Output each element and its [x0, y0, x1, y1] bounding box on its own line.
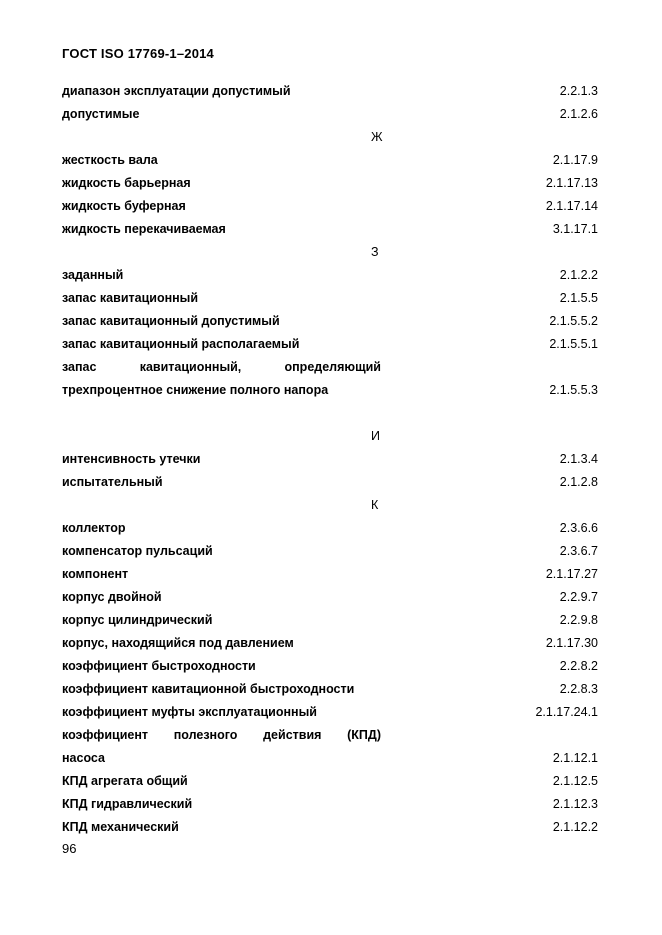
index-entry [62, 746, 600, 769]
entry-number: 2.1.17.14 [545, 198, 598, 213]
index-entry [62, 332, 600, 355]
index-entry [62, 539, 600, 562]
entry-term: трехпроцентное снижение полного напора [62, 382, 329, 397]
entry-term: КПД механический [62, 819, 179, 834]
document-header: ГОСТ ISO 17769-1–2014 [62, 46, 214, 61]
entry-term: КПД гидравлический [62, 796, 193, 811]
entry-term: коллектор [62, 520, 126, 535]
entry-number: 2.1.17.9 [552, 152, 598, 167]
entry-word: запас [62, 359, 97, 374]
term-index [62, 79, 600, 838]
index-entry [62, 700, 600, 723]
entry-number: 2.2.9.7 [559, 589, 598, 604]
section-letter: Ж [371, 129, 383, 144]
entry-term: КПД агрегата общий [62, 773, 188, 788]
entry-number: 2.1.17.24.1 [535, 704, 598, 719]
entry-number: 2.1.17.27 [545, 566, 598, 581]
section-letter: К [371, 497, 379, 512]
entry-number: 2.1.12.1 [552, 750, 598, 765]
index-entry [62, 102, 600, 125]
entry-term: запас кавитационный располагаемый [62, 336, 300, 351]
entry-term: жидкость перекачиваемая [62, 221, 226, 236]
section-letter: З [371, 244, 379, 259]
entry-term-justified [62, 360, 381, 374]
entry-term: жидкость барьерная [62, 175, 191, 190]
entry-term: корпус, находящийся под давлением [62, 635, 294, 650]
entry-term: компонент [62, 566, 129, 581]
entry-number: 2.2.8.3 [559, 681, 598, 696]
entry-number: 2.3.6.7 [559, 543, 598, 558]
entry-word: (КПД) [347, 727, 381, 742]
entry-number: 2.1.5.5.1 [549, 336, 598, 351]
index-entry [62, 447, 600, 470]
index-entry [62, 516, 600, 539]
entry-word: кавитационный, [139, 359, 242, 374]
index-entry-continued [62, 723, 600, 746]
index-entry [62, 585, 600, 608]
entry-number: 2.1.2.2 [559, 267, 598, 282]
index-entry [62, 677, 600, 700]
entry-word: полезного [173, 727, 238, 742]
index-entry [62, 171, 600, 194]
entry-number: 2.1.17.30 [545, 635, 598, 650]
entry-number: 2.2.1.3 [559, 83, 598, 98]
entry-number: 3.1.17.1 [552, 221, 598, 236]
index-entry [62, 631, 600, 654]
entry-term: допустимые [62, 106, 140, 121]
entry-number: 2.1.12.5 [552, 773, 598, 788]
entry-term: запас кавитационный [62, 290, 199, 305]
index-entry [62, 79, 600, 102]
index-entry [62, 654, 600, 677]
entry-number: 2.1.3.4 [559, 451, 598, 466]
entry-term: насоса [62, 750, 105, 765]
entry-term: корпус цилиндрический [62, 612, 213, 627]
page-number: 96 [62, 841, 77, 856]
entry-number: 2.1.12.2 [552, 819, 598, 834]
index-entry [62, 470, 600, 493]
index-entry [62, 608, 600, 631]
entry-word: определяющий [284, 359, 381, 374]
entry-number: 2.2.8.2 [559, 658, 598, 673]
index-entry [62, 194, 600, 217]
index-entry [62, 217, 600, 240]
spacer [62, 401, 600, 424]
index-entry [62, 769, 600, 792]
entry-term: компенсатор пульсаций [62, 543, 213, 558]
index-entry [62, 309, 600, 332]
entry-number: 2.1.2.6 [559, 106, 598, 121]
entry-number: 2.3.6.6 [559, 520, 598, 535]
entry-number: 2.1.2.8 [559, 474, 598, 489]
index-entry [62, 815, 600, 838]
entry-term: коэффициент быстроходности [62, 658, 256, 673]
entry-term: диапазон эксплуатации допустимый [62, 83, 291, 98]
entry-term: корпус двойной [62, 589, 162, 604]
entry-term: интенсивность утечки [62, 451, 201, 466]
entry-number: 2.2.9.8 [559, 612, 598, 627]
entry-term: испытательный [62, 474, 163, 489]
entry-number: 2.1.17.13 [545, 175, 598, 190]
entry-number: 2.1.5.5 [559, 290, 598, 305]
entry-term-justified [62, 728, 381, 742]
entry-term: заданный [62, 267, 124, 282]
index-entry [62, 378, 600, 401]
entry-term: коэффициент кавитационной быстроходности [62, 681, 355, 696]
entry-word: действия [263, 727, 322, 742]
index-entry [62, 792, 600, 815]
index-entry [62, 263, 600, 286]
index-entry [62, 286, 600, 309]
entry-number: 2.1.5.5.3 [549, 382, 598, 397]
index-entry [62, 148, 600, 171]
index-entry-continued [62, 355, 600, 378]
entry-number: 2.1.5.5.2 [549, 313, 598, 328]
entry-term: жидкость буферная [62, 198, 186, 213]
index-entry [62, 562, 600, 585]
entry-number: 2.1.12.3 [552, 796, 598, 811]
entry-term: запас кавитационный допустимый [62, 313, 280, 328]
section-letter: И [371, 428, 380, 443]
entry-term: коэффициент муфты эксплуатационный [62, 704, 317, 719]
entry-word: коэффициент [62, 727, 149, 742]
entry-term: жесткость вала [62, 152, 158, 167]
